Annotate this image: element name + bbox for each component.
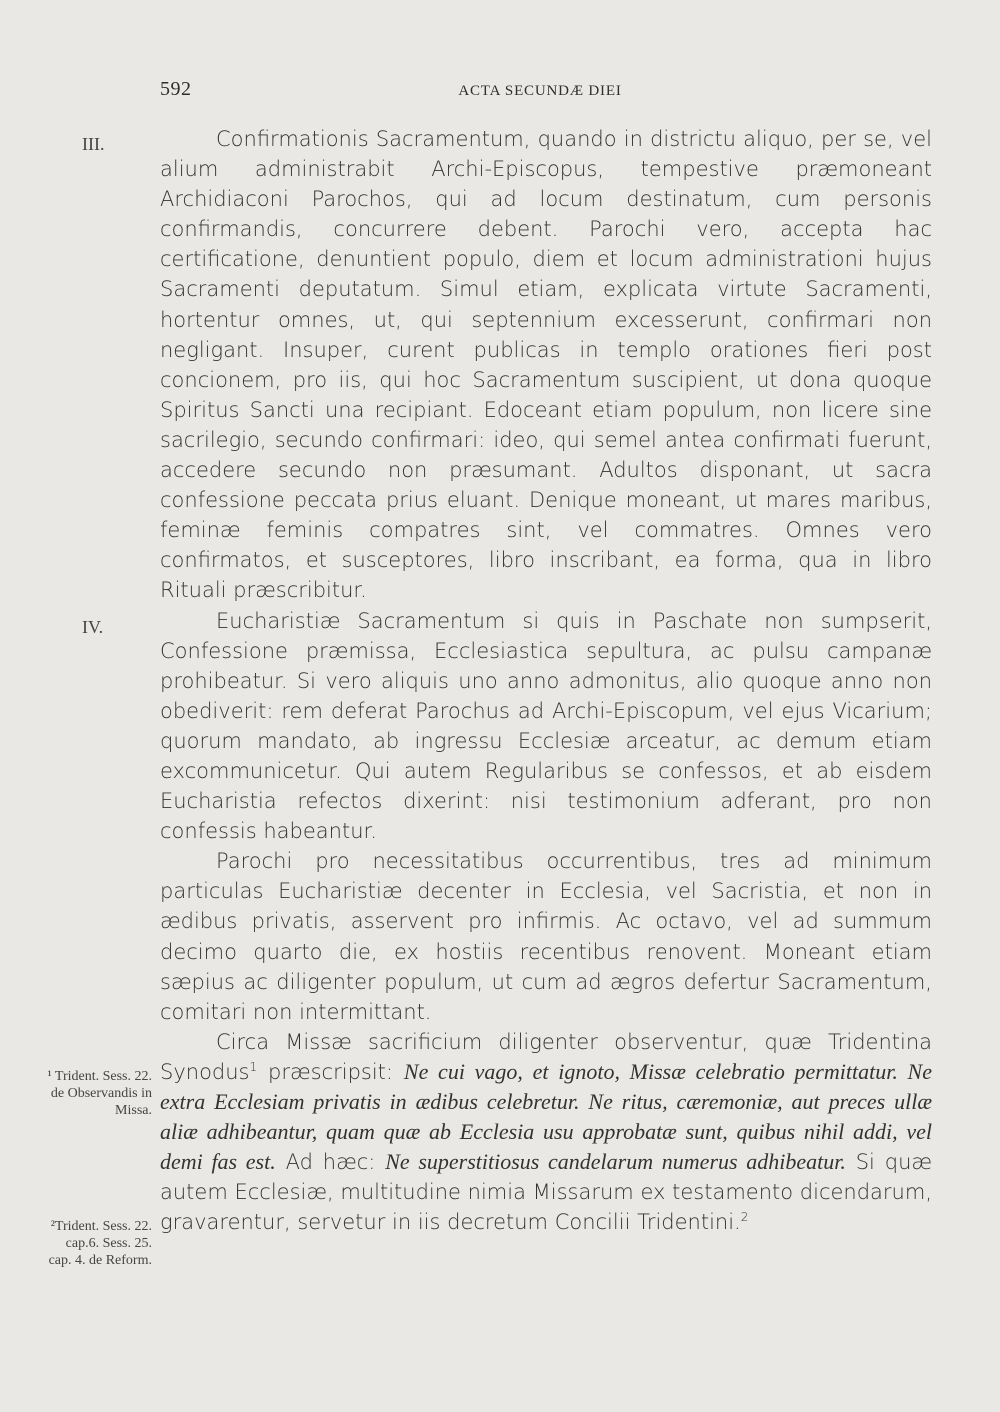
side-note-1: ¹ Trident. Sess. 22. de Observandis in Missa. <box>47 1069 152 1118</box>
mass-mid-text: præscripsit: <box>257 1059 404 1084</box>
section-label-iii: III. <box>82 134 105 154</box>
footnote-ref-1: 1 <box>249 1059 258 1074</box>
footnote-ref-2: 2 <box>740 1210 749 1225</box>
page-header <box>160 78 920 108</box>
running-title: ACTA SECUNDÆ DIEI <box>458 83 622 99</box>
mass-lead-text: Circa Missæ sacrificium diligenter observentur, quæ Tridentina Synodus <box>160 1029 932 1084</box>
section-label-iv: IV. <box>82 617 104 637</box>
mass-quote-1: Ne cui vago, et ignoto, Missæ celebratio permittatur. Ne extra Ecclesiam privatis in ædibus celebretur. Ne ritus, cæremoniæ, aut preces ullæ aliæ adhibeantur, quam quæ ab Ecclesia usu approbatæ sunt, quibus nihil addi, vel demi fas est. <box>160 1058 932 1175</box>
page-number: 592 <box>160 78 192 100</box>
mass-quote-2: Ne superstitiosus candelarum numerus adhibeatur. <box>385 1149 846 1175</box>
paragraph-eucharist: Eucharistiæ Sacramentum si quis in Paschate non sumpserit, Confessione præmissa, Ecclesiastica sepultura, ac pulsu campanæ prohibeatur. Si vero aliquis uno anno admonitus, alio quoque anno non obediverit: rem deferat Parochus ad Archi-Episcopum, vel ejus Vicarium; quorum mandato, ab ingressu Ecclesiæ arceatur, ac demum etiam excommunicetur. Qui autem Regularibus se confessos, et ab eisdem Eucharistia refectos dixerint: nisi testimonium adferant, pro non confessis habeantur. <box>160 608 932 844</box>
paragraph-parish-priests: Parochi pro necessitatibus occurrentibus, tres ad minimum particulas Eucharistiæ decenter in Ecclesia, vel Sacristia, et non in ædibus privatis, asservent pro infirmis. Ac octavo, vel ad summum decimo quarto die, ex hostiis recentibus renovent. Moneant etiam sæpius ac diligenter populum, ut cum ad ægros defertur Sacramentum, comitari non intermittant. <box>160 849 932 1024</box>
paragraph-confirmation: Confirmationis Sacramentum, quando in districtu aliquo, per se, vel alium administrabit Archi-Episcopus, tempestive præmoneant Archidiaconi Parochos, qui ad locum destinatum, cum personis confirmandis, concurrere debent. Parochi vero, accepta hac certificatione, denuntient populo, diem et locum administrationi hujus Sacramenti deputatum. Simul etiam, explicata virtute Sacramenti, hortentur omnes, ut, qui septennium excesserunt, confirmari non negligant. Insuper, curent publicas in templo orationes fieri post concionem, pro iis, qui hoc Sacramentum suscipient, ut dona quoque Spiritus Sancti una recipiant. Edoceant etiam populum, non licere sine sacrilegio, secundo confirmari: ideo, qui semel antea confirmati fuerunt, accedere secundo non præsumant. Adultos disponant, ut sacra confessione peccata prius eluant. Denique moneant, ut mares maribus, feminæ feminis compatres sint, vel commatres. Omnes vero confirmatos, et susceptores, libro inscribant, ea forma, qua in libro Rituali præscribitur. <box>160 127 932 603</box>
mass-ad-haec: Ad hæc: <box>275 1150 386 1175</box>
side-note-2: ²Trident. Sess. 22. cap.6. Sess. 25. cap. 4. de Reform. <box>48 1219 152 1268</box>
main-text <box>160 124 932 1237</box>
mass-tail-text: Si quæ autem Ecclesiæ, multitudine nimia Missarum ex testamento dicendarum, gravarentur, servetur in iis decretum Concilii Tridentini. <box>160 1150 932 1235</box>
paragraph-mass <box>160 1027 932 1238</box>
